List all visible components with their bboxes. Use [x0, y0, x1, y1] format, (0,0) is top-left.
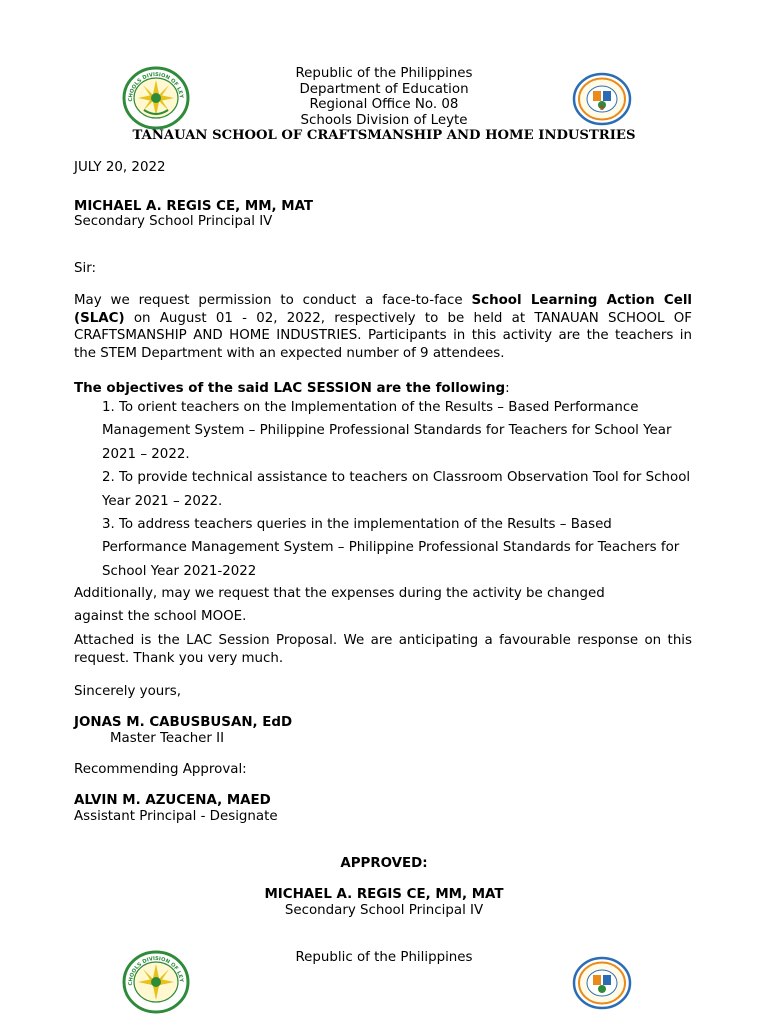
slac-name: School Learning Action Cell (SLAC) — [74, 293, 692, 326]
recommender-name: ALVIN M. AZUCENA, MAED — [74, 793, 271, 808]
objectives-heading — [74, 381, 692, 397]
letter-date: JULY 20, 2022 — [74, 160, 166, 175]
svg-text:SCHOOLS DIVISION OF LEYTE: CHOOLS DIVISION OF LEY — [127, 71, 184, 102]
closing-salutation: Sincerely yours, — [74, 684, 182, 699]
sender-title: Master Teacher II — [110, 731, 225, 746]
letterhead-department: Department of Education — [299, 81, 469, 97]
recommender-title: Assistant Principal - Designate — [74, 809, 278, 824]
svg-text:5: 5 — [599, 105, 605, 112]
objectives-heading-colon: : — [505, 381, 510, 396]
recipient-title: Secondary School Principal IV — [74, 214, 273, 229]
sender-name: JONAS M. CABUSBUSAN, EdD — [74, 715, 293, 730]
recipient-name: MICHAEL A. REGIS CE, MM, MAT — [74, 199, 314, 214]
objective-item: 1. To orient teachers on the Implementation of the Results – Based Performance Management System – Philippine Professional Standards for Teachers for School Year 2021 – 2022. — [102, 400, 672, 462]
closing-paragraph: Attached is the LAC Session Proposal. We are anticipating a favourable response on this request. Thank you very much. — [74, 633, 692, 667]
letterhead-region: Regional Office No. 08 — [309, 97, 459, 113]
footer-republic: Republic of the Philippines — [295, 950, 473, 965]
letterhead — [0, 66, 768, 144]
approved-label: APPROVED: — [340, 856, 428, 871]
letterhead-school-name: TANAUAN SCHOOL OF CRAFTSMANSHIP AND HOME INDUSTRIES — [132, 128, 636, 144]
approver-title: Secondary School Principal IV — [284, 903, 484, 918]
tanauan-school-seal-logo — [572, 956, 632, 1010]
recommending-approval-label: Recommending Approval: — [74, 762, 247, 777]
objective-item: 3. To address teachers queries in the implementation of the Results – Based Performance Management System – Philippine Professional Standards for Teachers for School Year 2021-2022 — [102, 517, 680, 579]
objectives-heading-text: The objectives of the said LAC SESSION are the following — [74, 381, 506, 396]
approver-name: MICHAEL A. REGIS CE, MM, MAT — [264, 887, 504, 902]
objectives-list — [102, 396, 692, 583]
objective-item: 2. To provide technical assistance to teachers on Classroom Observation Tool for School Year 2021 – 2022. — [102, 470, 691, 509]
salutation: Sir: — [74, 261, 97, 276]
request-rest: on August 01 - 02, 2022, respectively to be held at TANAUAN SCHOOL OF CRAFTSMANSHIP AND HOME INDUSTRIES. Participants in this activity are the teachers in the STEM Department with an expected number of 9 attendees. — [74, 310, 692, 361]
request-lead: May we request permission to conduct a face-to-face — [74, 293, 472, 308]
letterhead-republic: Republic of the Philippines — [295, 66, 473, 81]
letterhead-division: Schools Division of Leyte — [300, 112, 468, 128]
svg-text:SCHOOLS DIVISION OF LEYTE: CHOOLS DIVISION OF LEY — [127, 955, 184, 986]
request-paragraph — [74, 292, 692, 362]
expenses-paragraph: Additionally, may we request that the expenses during the activity be changed against the school MOOE. — [74, 586, 605, 625]
